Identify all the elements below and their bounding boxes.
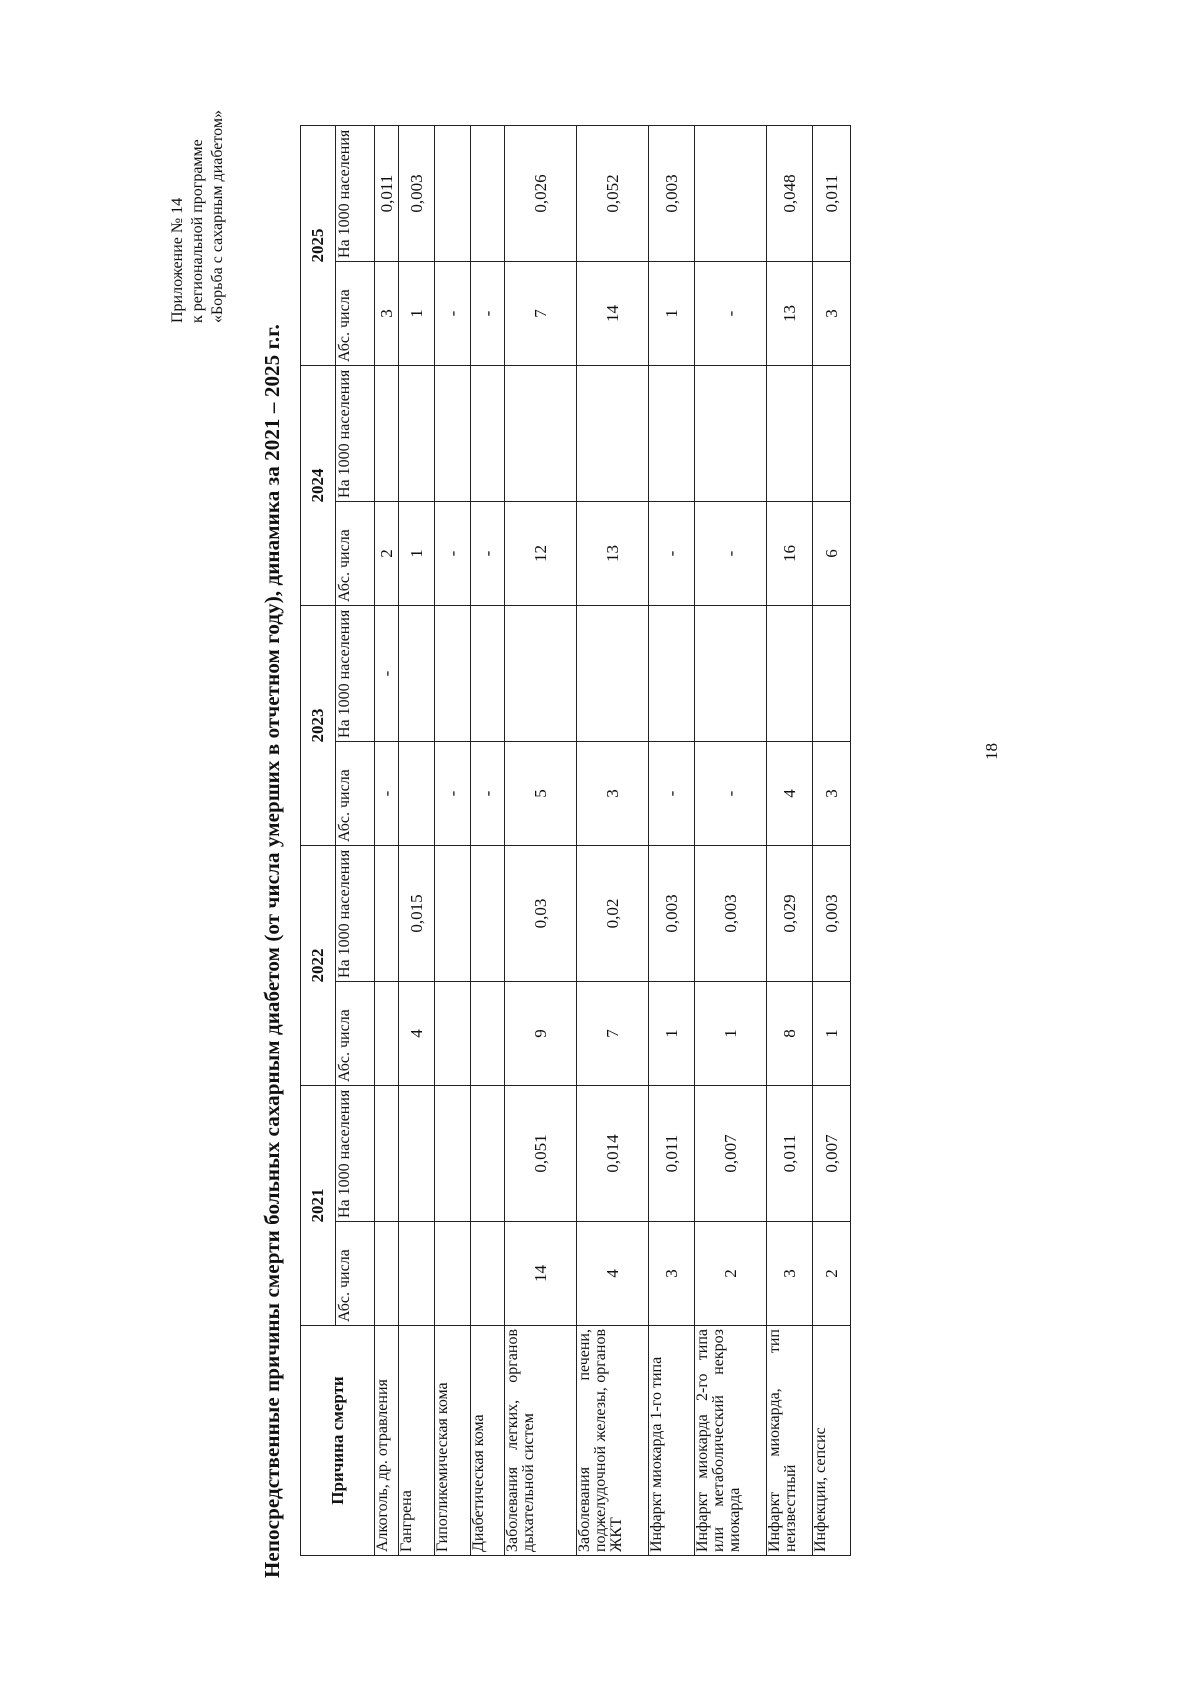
abs-value-cell: 13: [767, 262, 813, 366]
appendix-note: [168, 110, 228, 323]
abs-value-cell: 14: [505, 1222, 577, 1326]
rate-value-cell: [577, 606, 649, 742]
rate-value-cell: 0,007: [813, 1086, 851, 1222]
abs-value-cell: [375, 982, 399, 1086]
table-row: [767, 126, 813, 1556]
cause-cell: Инфаркт миокарда, тип неизвестный: [767, 1326, 813, 1556]
rate-value-cell: 0,02: [577, 846, 649, 982]
rate-value-cell: 0,007: [695, 1086, 767, 1222]
document-title: Непосредственные причины смерти больных сахарным диабетом (от числа умерших в отчетном году), динамика за 2021 – 2025 г.г.: [260, 324, 284, 1578]
rate-value-cell: 0,011: [767, 1086, 813, 1222]
abs-value-cell: 1: [813, 982, 851, 1086]
rate-value-cell: [649, 366, 695, 502]
abs-value-cell: 1: [649, 982, 695, 1086]
abs-value-cell: [375, 1222, 399, 1326]
abs-value-cell: 5: [505, 742, 577, 846]
abs-value-cell: 2: [813, 1222, 851, 1326]
rate-value-cell: 0,052: [577, 126, 649, 262]
rate-value-cell: 0,051: [505, 1086, 577, 1222]
abs-value-cell: 1: [649, 262, 695, 366]
abs-value-cell: 6: [813, 502, 851, 606]
table-body: [375, 126, 851, 1556]
abs-value-cell: -: [435, 262, 471, 366]
rate-header: На 1000 населения: [336, 846, 375, 982]
cause-cell: Заболевания легких, органов дыхательной систем: [505, 1326, 577, 1556]
abs-value-cell: 14: [577, 262, 649, 366]
rate-value-cell: 0,011: [813, 126, 851, 262]
rate-value-cell: [471, 1086, 505, 1222]
abs-header: Абс. числа: [336, 502, 375, 606]
rotated-page: [150, 98, 1050, 1598]
table-row: [375, 126, 399, 1556]
rate-value-cell: 0,011: [375, 126, 399, 262]
abs-header: Абс. числа: [336, 262, 375, 366]
abs-value-cell: -: [435, 742, 471, 846]
table-row: [471, 126, 505, 1556]
abs-value-cell: -: [375, 742, 399, 846]
abs-value-cell: [471, 982, 505, 1086]
cause-cell: Диабетическая кома: [471, 1326, 505, 1556]
cause-cell: Инфаркт миокарда 1-го типа: [649, 1326, 695, 1556]
mortality-table: [300, 125, 851, 1556]
abs-value-cell: 7: [505, 262, 577, 366]
abs-value-cell: -: [695, 502, 767, 606]
appendix-line: к региональной программе: [189, 139, 206, 323]
rate-value-cell: [375, 846, 399, 982]
rate-value-cell: [471, 366, 505, 502]
rate-value-cell: 0,003: [399, 126, 435, 262]
rate-value-cell: [471, 846, 505, 982]
year-header: 2022: [301, 846, 336, 1086]
appendix-line: Приложение № 14: [169, 197, 186, 323]
rate-value-cell: [375, 1086, 399, 1222]
rate-value-cell: [435, 1086, 471, 1222]
year-header: 2023: [301, 606, 336, 846]
rate-value-cell: [471, 606, 505, 742]
table-row: [399, 126, 435, 1556]
rate-value-cell: [695, 606, 767, 742]
abs-value-cell: [435, 982, 471, 1086]
abs-value-cell: 4: [577, 1222, 649, 1326]
abs-value-cell: 3: [577, 742, 649, 846]
rate-value-cell: [505, 366, 577, 502]
rate-value-cell: 0,03: [505, 846, 577, 982]
rate-value-cell: [767, 606, 813, 742]
rate-value-cell: [505, 606, 577, 742]
table-row: [813, 126, 851, 1556]
rate-value-cell: [695, 126, 767, 262]
rate-value-cell: [435, 126, 471, 262]
year-header: 2025: [301, 126, 336, 366]
rate-value-cell: 0,003: [649, 126, 695, 262]
rate-value-cell: [649, 606, 695, 742]
header-row-years: [301, 126, 336, 1556]
abs-value-cell: 1: [399, 502, 435, 606]
rate-value-cell: [813, 366, 851, 502]
abs-value-cell: 9: [505, 982, 577, 1086]
year-header: 2021: [301, 1086, 336, 1326]
rate-value-cell: 0,003: [649, 846, 695, 982]
table-row: [435, 126, 471, 1556]
rate-value-cell: 0,014: [577, 1086, 649, 1222]
rate-header: На 1000 населения: [336, 606, 375, 742]
abs-value-cell: 1: [695, 982, 767, 1086]
cause-cell: Алкоголь, др. отравления: [375, 1326, 399, 1556]
cause-cell: Гангрена: [399, 1326, 435, 1556]
rate-value-cell: [435, 606, 471, 742]
abs-value-cell: 1: [399, 262, 435, 366]
rate-value-cell: -: [375, 606, 399, 742]
abs-value-cell: 7: [577, 982, 649, 1086]
abs-value-cell: [435, 1222, 471, 1326]
rate-value-cell: 0,026: [505, 126, 577, 262]
abs-value-cell: 4: [767, 742, 813, 846]
abs-value-cell: 8: [767, 982, 813, 1086]
table-row: [577, 126, 649, 1556]
rate-value-cell: [813, 606, 851, 742]
rate-value-cell: [435, 846, 471, 982]
rate-value-cell: 0,015: [399, 846, 435, 982]
year-header: 2024: [301, 366, 336, 606]
abs-value-cell: -: [471, 742, 505, 846]
rate-value-cell: 0,003: [813, 846, 851, 982]
table-row: [695, 126, 767, 1556]
abs-value-cell: 3: [813, 742, 851, 846]
rate-value-cell: 0,011: [649, 1086, 695, 1222]
table-row: [505, 126, 577, 1556]
abs-value-cell: -: [649, 502, 695, 606]
cause-cell: Инфаркт миокарда 2-го типа или метаболический некроз миокарда: [695, 1326, 767, 1556]
rate-value-cell: [375, 366, 399, 502]
abs-header: Абс. числа: [336, 982, 375, 1086]
appendix-line: «Борьба с сахарным диабетом»: [209, 110, 226, 323]
cause-cell: Инфекции, сепсис: [813, 1326, 851, 1556]
rate-header: На 1000 населения: [336, 126, 375, 262]
abs-value-cell: [399, 1222, 435, 1326]
abs-value-cell: 16: [767, 502, 813, 606]
rate-value-cell: 0,003: [695, 846, 767, 982]
abs-value-cell: 3: [813, 262, 851, 366]
abs-header: Абс. числа: [336, 1222, 375, 1326]
abs-value-cell: -: [471, 502, 505, 606]
abs-header: Абс. числа: [336, 742, 375, 846]
abs-value-cell: -: [695, 742, 767, 846]
rate-value-cell: 0,029: [767, 846, 813, 982]
cause-cell: Заболевания печени, поджелудочной железы, органов ЖКТ: [577, 1326, 649, 1556]
abs-value-cell: 4: [399, 982, 435, 1086]
abs-value-cell: 2: [375, 502, 399, 606]
rate-value-cell: [399, 366, 435, 502]
abs-value-cell: 3: [649, 1222, 695, 1326]
rate-value-cell: [435, 366, 471, 502]
abs-value-cell: 2: [695, 1222, 767, 1326]
rate-value-cell: [399, 606, 435, 742]
abs-value-cell: [399, 742, 435, 846]
page-number: 18: [982, 743, 1001, 760]
abs-value-cell: 3: [375, 262, 399, 366]
rate-value-cell: 0,048: [767, 126, 813, 262]
abs-value-cell: [471, 1222, 505, 1326]
abs-value-cell: -: [435, 502, 471, 606]
abs-value-cell: -: [471, 262, 505, 366]
abs-value-cell: 3: [767, 1222, 813, 1326]
rate-value-cell: [695, 366, 767, 502]
table-row: [649, 126, 695, 1556]
rate-value-cell: [399, 1086, 435, 1222]
rate-value-cell: [471, 126, 505, 262]
rate-header: На 1000 населения: [336, 1086, 375, 1222]
cause-cell: Гипогликемическая кома: [435, 1326, 471, 1556]
rate-value-cell: [577, 366, 649, 502]
rate-header: На 1000 населения: [336, 366, 375, 502]
cause-header: Причина смерти: [301, 1326, 375, 1556]
abs-value-cell: -: [695, 262, 767, 366]
abs-value-cell: 12: [505, 502, 577, 606]
rate-value-cell: [767, 366, 813, 502]
abs-value-cell: -: [649, 742, 695, 846]
abs-value-cell: 13: [577, 502, 649, 606]
